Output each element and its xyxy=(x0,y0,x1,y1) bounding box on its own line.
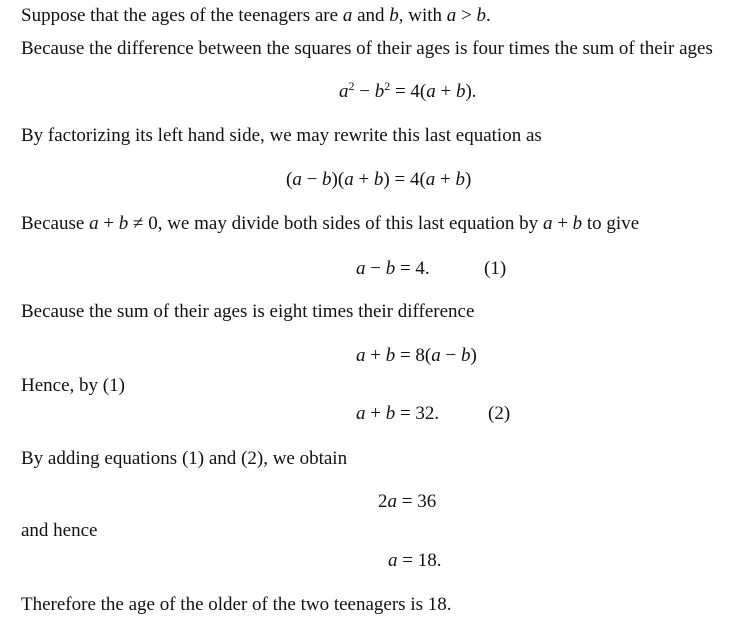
coefficient: 2 xyxy=(378,491,388,512)
var-a: a xyxy=(356,258,366,279)
text: = 36 xyxy=(397,491,437,512)
paragraph-conclusion: Therefore the age of the older of the two teenagers is 18. xyxy=(21,594,452,615)
equation-1 xyxy=(356,259,430,278)
var-a: a xyxy=(89,213,99,234)
var-b: b xyxy=(373,169,384,190)
equation-factored xyxy=(286,170,471,189)
equation-squares xyxy=(339,79,477,102)
operator: − xyxy=(365,258,386,279)
operator: + xyxy=(552,213,573,234)
text: = 4. xyxy=(395,258,430,279)
var-b: b xyxy=(455,81,466,102)
var-a: a xyxy=(446,5,457,26)
text: ≠ 0, we may divide both sides of this last equation by xyxy=(128,213,543,234)
var-a: a xyxy=(339,81,349,102)
paragraph-divide xyxy=(21,214,639,233)
equation-a-18 xyxy=(388,551,441,570)
var-a: a xyxy=(342,5,353,26)
var-a: a xyxy=(356,345,366,366)
equation-sum xyxy=(356,346,477,365)
exponent: 2 xyxy=(348,79,355,93)
text: ( xyxy=(286,169,293,190)
text: , with xyxy=(398,5,447,26)
var-b: b xyxy=(389,5,399,26)
operator: + xyxy=(353,169,374,190)
var-a: a xyxy=(426,81,436,102)
operator: + xyxy=(98,213,119,234)
text: ) = 4( xyxy=(383,169,426,190)
var-a: a xyxy=(292,169,302,190)
var-a: a xyxy=(356,403,366,424)
operator: + xyxy=(435,169,456,190)
var-a: a xyxy=(387,491,397,512)
var-a: a xyxy=(388,550,398,571)
equation-2a xyxy=(378,492,436,511)
paragraph-hence: Hence, by (1) xyxy=(21,375,125,396)
var-b: b xyxy=(322,169,332,190)
paragraph-adding: By adding equations (1) and (2), we obtain xyxy=(21,448,348,469)
paragraph-factorizing: By factorizing its left hand side, we may rewrite this last equation as xyxy=(21,125,542,146)
operator: + xyxy=(365,403,386,424)
text: = 8( xyxy=(395,345,432,366)
paragraph-and-hence: and hence xyxy=(21,520,98,541)
text: and xyxy=(352,5,390,26)
exponent: 2 xyxy=(384,79,391,93)
var-a: a xyxy=(425,169,436,190)
operator: + xyxy=(435,81,456,102)
var-b: b xyxy=(385,345,396,366)
text: ) xyxy=(470,345,477,366)
text: ). xyxy=(465,81,477,102)
operator: > xyxy=(456,5,477,26)
text: = 32. xyxy=(395,403,440,424)
text: . xyxy=(486,5,491,26)
var-b: b xyxy=(572,213,583,234)
text: ) xyxy=(465,169,472,190)
var-a: a xyxy=(344,169,354,190)
text: to give xyxy=(582,213,640,234)
operator: − xyxy=(301,169,323,190)
text: Because xyxy=(21,213,90,234)
text: = 4( xyxy=(390,81,427,102)
var-b: b xyxy=(385,403,396,424)
var-b: b xyxy=(460,345,471,366)
equation-label-2: (2) xyxy=(488,403,511,424)
equation-2 xyxy=(356,404,439,423)
paragraph-suppose xyxy=(21,6,491,25)
var-b: b xyxy=(118,213,129,234)
equation-label-1: (1) xyxy=(484,258,507,279)
var-b: b xyxy=(476,5,487,26)
paragraph-sum-eight: Because the sum of their ages is eight times their difference xyxy=(21,301,475,322)
var-a: a xyxy=(542,213,553,234)
operator: + xyxy=(365,345,386,366)
paragraph-difference-squares: Because the difference between the squares of their ages is four times the sum of their ages xyxy=(21,38,713,59)
var-b: b xyxy=(374,81,385,102)
text: = 18. xyxy=(397,550,442,571)
var-b: b xyxy=(455,169,466,190)
var-b: b xyxy=(385,258,396,279)
text: )( xyxy=(331,169,345,190)
operator: − xyxy=(354,81,375,102)
operator: − xyxy=(440,345,461,366)
var-a: a xyxy=(431,345,441,366)
text: Suppose that the ages of the teenagers are xyxy=(21,5,343,26)
